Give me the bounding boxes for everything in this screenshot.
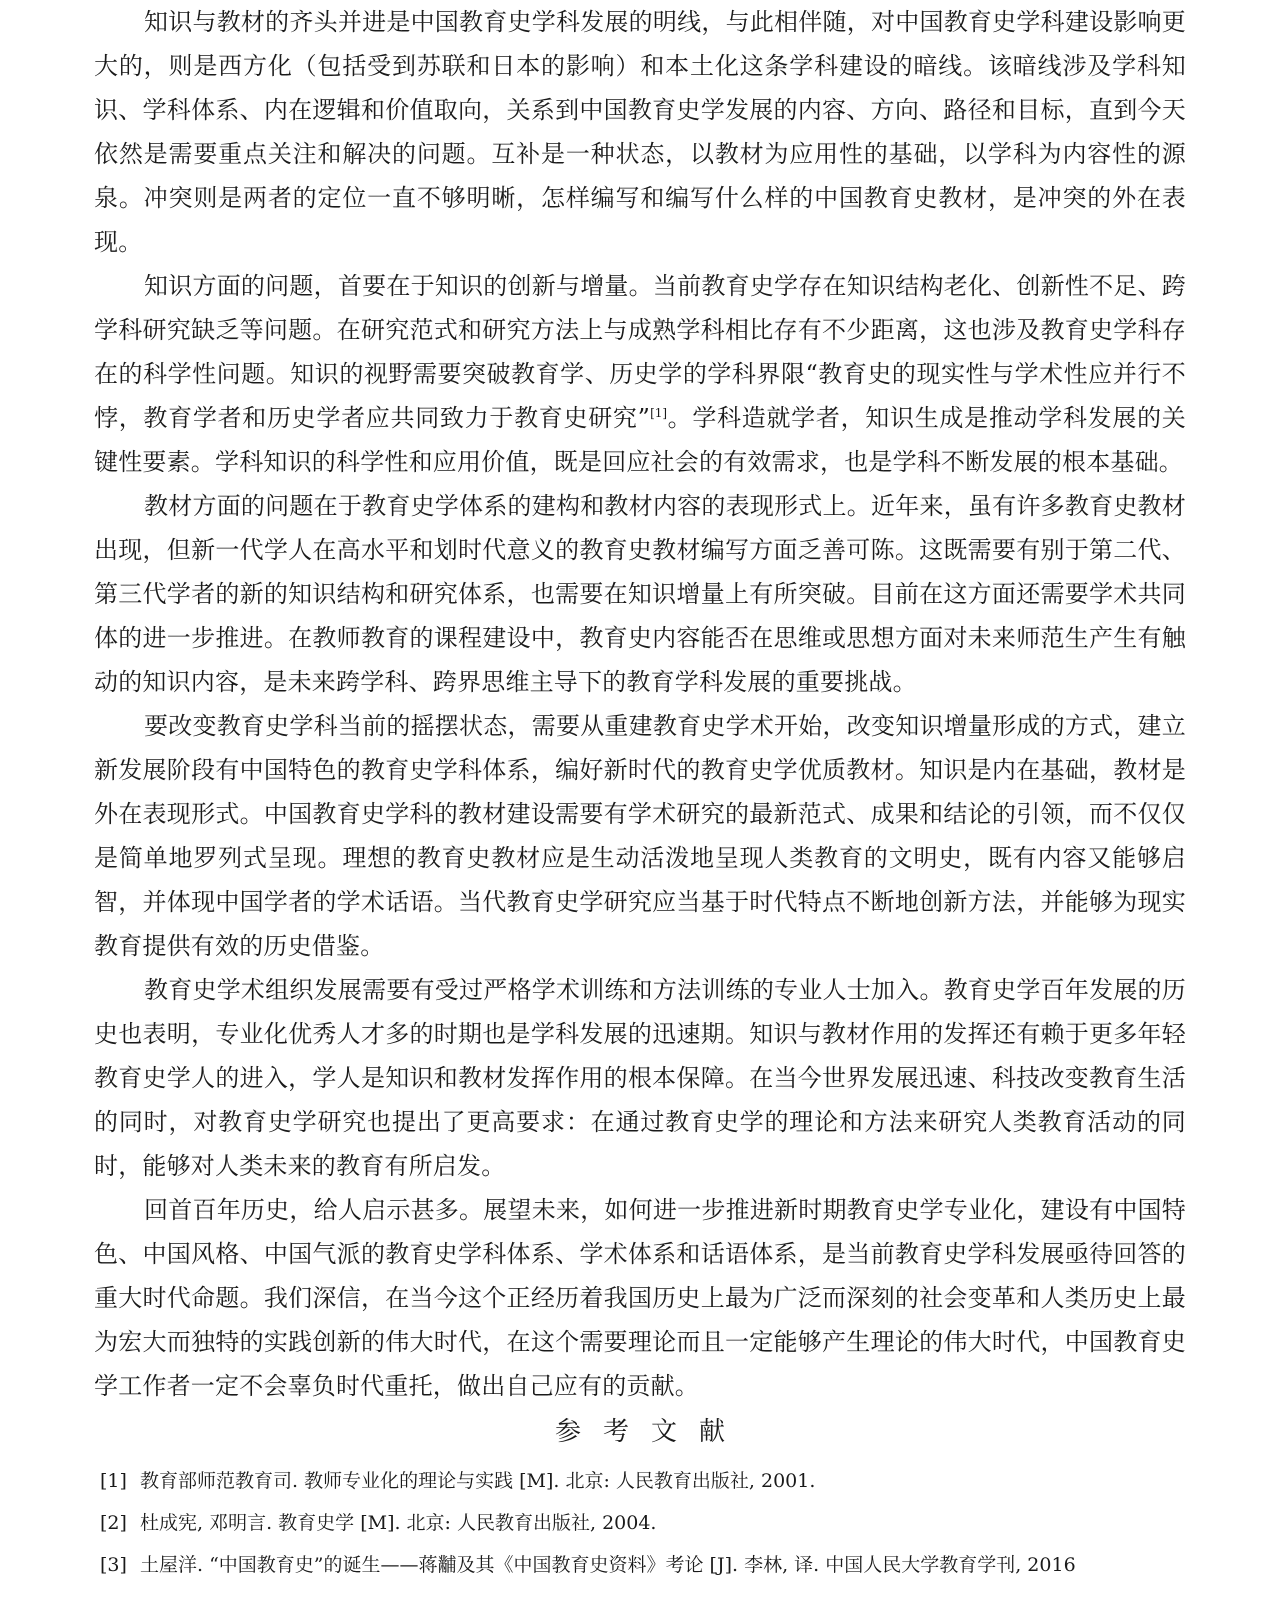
reference-item <box>94 1460 1186 1502</box>
paragraph-2 <box>94 264 1186 484</box>
paragraph-4: 要改变教育史学科当前的摇摆状态，需要从重建教育史学术开始，改变知识增量形成的方式，建立新发展阶段有中国特色的教育史学科体系，编好新时代的教育史学优质教材。知识是内在基础，教材是外在表现形式。中国教育史学科的教材建设需要有学术研究的最新范式、成果和结论的引领，而不仅仅是简单地罗列式呈现。理想的教育史教材应是生动活泼地呈现人类教育的文明史，既有内容又能够启智，并体现中国学者的学术话语。当代教育史学研究应当基于时代特点不断地创新方法，并能够为现实教育提供有效的历史借鉴。 <box>94 712 1186 960</box>
paragraph-1: 知识与教材的齐头并进是中国教育史学科发展的明线，与此相伴随，对中国教育史学科建设影响更大的，则是西方化（包括受到苏联和日本的影响）和本土化这条学科建设的暗线。该暗线涉及学科知识、学科体系、内在逻辑和价值取向，关系到中国教育史学发展的内容、方向、路径和目标，直到今天依然是需要重点关注和解决的问题。互补是一种状态，以教材为应用性的基础，以学科为内容性的源泉。冲突则是两者的定位一直不够明晰，怎样编写和编写什么样的中国教育史教材，是冲突的外在表现。 <box>94 8 1186 256</box>
reference-text: 教育部师范教育司. 教师专业化的理论与实践 [M]. 北京: 人民教育出版社, 2001. <box>140 1470 816 1492</box>
paragraph-3: 教材方面的问题在于教育史学体系的建构和教材内容的表现形式上。近年来，虽有许多教育史教材出现，但新一代学人在高水平和划时代意义的教育史教材编写方面乏善可陈。这既需要有别于第二代、第三代学者的新的知识结构和研究体系，也需要在知识增量上有所突破。目前在这方面还需要学术共同体的进一步推进。在教师教育的课程建设中，教育史内容能否在思维或思想方面对未来师范生产生有触动的知识内容，是未来跨学科、跨界思维主导下的教育学科发展的重要挑战。 <box>94 492 1186 696</box>
references-list <box>94 1460 1186 1586</box>
reference-text: 杜成宪, 邓明言. 教育史学 [M]. 北京: 人民教育出版社, 2004. <box>140 1512 657 1534</box>
paragraph-5: 教育史学术组织发展需要有受过严格学术训练和方法训练的专业人士加入。教育史学百年发展的历史也表明，专业化优秀人才多的时期也是学科发展的迅速期。知识与教材作用的发挥还有赖于更多年轻教育史学人的进入，学人是知识和教材发挥作用的根本保障。在当今世界发展迅速、科技改变教育生活的同时，对教育史学研究也提出了更高要求：在通过教育史学的理论和方法来研究人类教育活动的同时，能够对人类未来的教育有所启发。 <box>94 976 1186 1180</box>
reference-number: [1] <box>100 1470 127 1492</box>
reference-number: [2] <box>100 1512 127 1534</box>
reference-number: [3] <box>100 1554 127 1576</box>
reference-item <box>94 1544 1186 1586</box>
article-body <box>94 0 1186 1408</box>
reference-item <box>94 1502 1186 1544</box>
paragraph-6: 回首百年历史，给人启示甚多。展望未来，如何进一步推进新时期教育史学专业化，建设有中国特色、中国风格、中国气派的教育史学科体系、学术体系和话语体系，是当前教育史学科发展亟待回答的重大时代命题。我们深信，在当今这个正经历着我国历史上最为广泛而深刻的社会变革和人类历史上最为宏大而独特的实践创新的伟大时代，在这个需要理论而且一定能够产生理论的伟大时代，中国教育史学工作者一定不会辜负时代重托，做出自己应有的贡献。 <box>94 1196 1186 1400</box>
references-heading: 参考文献 <box>554 1417 747 1447</box>
citation-marker[interactable]: [1] <box>650 406 668 420</box>
reference-text: 土屋洋. “中国教育史”的诞生——蒋黼及其《中国教育史资料》考论 [J]. 李林, 译. 中国人民大学教育学刊, 2016 <box>140 1554 1076 1576</box>
paragraph-2-text: 知识方面的问题，首要在于知识的创新与增量。当前教育史学存在知识结构老化、创新性不足、跨学科研究缺乏等问题。在研究范式和研究方法上与成熟学科相比存有不少距离，这也涉及教育史学科存在的科学性问题。知识的视野需要突破教育学、历史学的学科界限“教育史的现实性与学术性应并行不悖，教育学者和历史学者应共同致力于教育史研究” <box>94 272 1186 432</box>
paragraph-2-continuation: 。学科造就学者，知识生成是推动学科发展的关键性要素。学科知识的科学性和应用价值，既是回应社会的有效需求，也是学科不断发展的根本基础。 <box>94 404 1186 476</box>
